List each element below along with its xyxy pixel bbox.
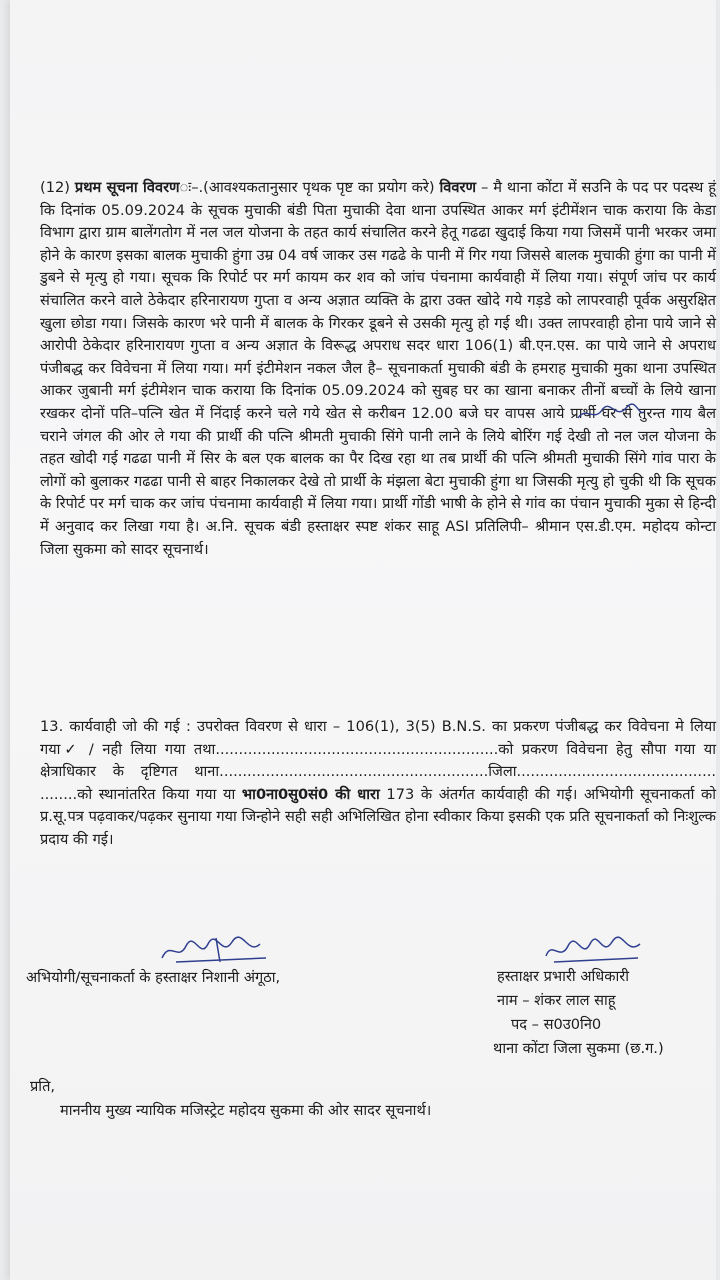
section-12-heading: प्रथम सूचना विवरण — [74, 179, 180, 196]
section-13-part2: ........को स्थानांतरित किया गया या — [40, 785, 242, 803]
inline-signature-scribble — [576, 402, 646, 424]
officer-signature — [540, 934, 650, 968]
complainant-signature — [156, 932, 276, 972]
section-12-number: (12) — [40, 179, 70, 196]
copy-recipient: माननीय मुख्य न्यायिक मजिस्ट्रेट महोदय सुकमा की ओर सादर सूचनार्थ। — [60, 1102, 432, 1119]
section-13-part1: 13. कार्यवाही जो की गई : उपरोक्त विवरण से धारा – 106(1), 3(5) B.N.S. का प्रकरण पंजीबद्ध कर विवेचना मे लिया गया✓ / नही लिया गया तथा.............................................................को प्रकरण विवेचना हेतु सौपा गया या क्षेत्राधिकार के दृष्टिगत थाना..........................................................जिला........................................... — [40, 718, 716, 781]
officer-station: थाना कोंटा जिला सुकमा (छ.ग.) — [493, 1040, 664, 1057]
section-12-text — [40, 177, 716, 561]
first-information-section — [40, 177, 716, 561]
complainant-signature-label: अभियोगी/सूचनाकर्ता के हस्ताक्षर निशानी अंगूठा, — [26, 969, 281, 986]
section-13-bold-act: भा0ना0सु0सं0 की धारा — [241, 785, 380, 803]
action-taken-section — [40, 716, 716, 852]
section-13-part4: 173 के अंतर्गत कार्यवाही की गई। अभियोगी सूचनाकर्ता को प्र.सू.पत्र पढ़वाकर/पढ़कर सुनाया गया जिन्होने सही सही अभिलिखित होना स्वीकार किया इसकी एक प्रति सूचनाकर्ता को निःशुल्क प्रदाय की गई। — [40, 785, 716, 848]
officer-name: नाम – शंकर लाल साहू — [497, 992, 616, 1009]
section-12-label: विवरण — [439, 179, 477, 196]
section-12-body: – मै थाना कोंटा में सउनि के पद पर पदस्थ हूं कि दिनांक 05.09.2024 के सूचक मुचाकी बंडी पिता मुचाकी देवा थाना उपस्थित आकर मर्ग इंटीमेंशन चाक कराया कि केडा विभाग द्वारा ग्राम बालेंगतोग में नल जल योजना के तहत कार्य संचालित करने हेतू गढढा खुदाई किया गया जिसमें पानी भरकर जमा होने के कारण इसका बालक मुचाकी हुंगा उम्र 04 वर्ष जाकर उस गढढे के पानी में गिर गया जिससे बालक मुचाकी हुंगा का पानी में डुबने से मृत्यु हो गया। सूचक कि रिपोर्ट पर मर्ग कायम कर शव को जांच पंचनामा कार्यवाही में लिया गया। संपूर्ण जांच पर कार्य संचालित करने वाले ठेकेदार हरिनारायण गुप्ता व अन्य अज्ञात व्यक्ति के द्वारा उक्त खोदे गये गड़डे को लापरवाही पूर्वक असुरक्षित खुला छोडा गया। जिसके कारण भरे पानी में बालक के गिरकर डूबने से उसकी मृत्यु हो गई थी। उक्त लापरवाही होना पाये जाने से आरोपी ठेकेदार हरिनारायण गुप्ता व अन्य अज्ञात के विरूद्ध अपराध सदर धारा 106(1) बी.एन.एस. का पाये जाने से अपराध पंजीबद्ध कर विवेचना में लिया गया। मर्ग इंटीमेशन नकल जैल है– सूचनाकर्ता मुचाकी बंडी के हमराह मुचाकी मुका थाना उपस्थित आकर जुबानी मर्ग इंटीमेशन चाक कराया कि दिनांक 05.09.2024 को सुबह घर का खाना बनाकर तीनों बच्चों के लिये खाना रखकर दोनों पति–पत्नि खेत में निंदाई करने चले गये खेत से करीबन 12.00 बजे घर वापस आये प्रार्थी घर से तुरन्त गाय बैल चराने जंगल की ओर ले गया की प्रार्थी की पत्नि श्रीमती मुचाकी सिंगे पानी लाने के लिये बोरिंग गई देखी तो नल जल योजना के तहत खोदी गई गढढा पानी में सिर के बल एक बालक का पैर दिख रहा था तब प्रार्थी की पत्नि श्रीमती मुचाकी सिंगे गांव पारा के लोगों को बुलाकर गढढा पानी से बाहर निकालकर देखे तो प्रार्थी के मंझला बेटा मुचाकी हुंगा था जिसकी मृत्यु हो चुकी थी कि सूचक के रिपोर्ट पर मर्ग चाक कर जांच पंचनामा कार्यवाही में लिया गया। प्रार्थी गोंडी भाषी के होने से गांव का पंचान मुचाकी मुका से हिन्दी में अनुवाद कर लिखा गया है। अ.नि. सूचक बंडी हस्ताक्षर स्पष्ट शंकर साहू ASI प्रतिलिपी– श्रीमान एस.डी.एम. महोदय कोन्टा जिला सुकमा को सादर सूचनार्थ। — [40, 179, 717, 558]
document-page — [10, 0, 716, 1280]
section-13-text — [40, 716, 716, 852]
section-12-note: ः–.(आवश्यकतानुसार पृथक पृष्ट का प्रयोग करे) — [179, 179, 435, 196]
officer-post: पद – स0उ0नि0 — [511, 1016, 602, 1033]
officer-signature-label: हस्ताक्षर प्रभारी अधिकारी — [497, 968, 629, 985]
copy-to-label: प्रति, — [30, 1078, 56, 1095]
